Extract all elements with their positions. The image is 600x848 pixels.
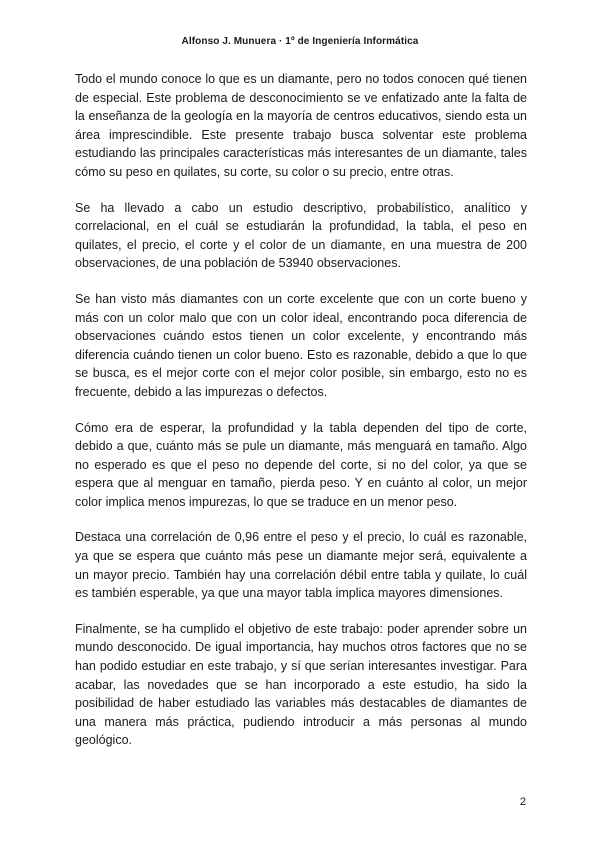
paragraph-1: Todo el mundo conoce lo que es un diamante, pero no todos conocen qué tienen de especial. Este problema de desconocimiento se ve enfatizado ante la falta de la enseñanza de la geología en la mayoría de centros educativos, siendo esta un área imprescindible. Este presente trabajo busca solventar este problema estudiando las principales características más interesantes de un diamante, tales cómo su peso en quilates, su corte, su color o su precio, entre otras. [75,72,527,179]
paragraph-4: Cómo era de esperar, la profundidad y la tabla dependen del tipo de corte, debido a que, cuánto más se pule un diamante, más menguará en tamaño. Algo no esperado es que el peso no depende del corte, si no del color, ya que se espera que al menguar en tamaño, pierda peso. Y en cuánto al color, un mejor color implica menos impurezas, lo que se traduce en un menor peso. [75,420,527,509]
paragraph-3: Se han visto más diamantes con un corte excelente que con un corte bueno y más con un color malo que con un color ideal, encontrando poca diferencia de observaciones cuándo estos tienen un color excelente, y encontrando más diferencia cuándo tienen un color bueno. Esto es razonable, debido a que lo que se busca, es el mejor corte con el mejor color posible, sin embargo, esto no es frecuente, debido a las impurezas o defectos. [75,291,527,399]
document-body [75,70,527,767]
page-header: Alfonso J. Munuera · 1º de Ingeniería Informática [181,36,419,47]
paragraph-6: Finalmente, se ha cumplido el objetivo de este trabajo: poder aprender sobre un mundo desconocido. De igual importancia, hay muchos otros factores que no se han podido estudiar en este trabajo, y sí que serían interesantes investigar. Para acabar, las novedades que se han incorporado a este estudio, ha sido la posibilidad de haber estudiado las variables más destacables de diamantes de una manera más práctica, pudiendo introducir a más personas al mundo geológico. [75,621,527,748]
page-number: 2 [519,796,526,808]
paragraph-5: Destaca una correlación de 0,96 entre el peso y el precio, lo cuál es razonable, ya que se espera que cuánto más pese un diamante mejor será, equivalente a un mayor precio. También hay una correlación débil entre tabla y quilate, lo cuál es también esperable, ya que una mayor tabla implica mayores dimensiones. [75,530,527,601]
paragraph-2: Se ha llevado a cabo un estudio descriptivo, probabilístico, analítico y correlacional, en el cuál se estudiarán la profundidad, la tabla, el peso en quilates, el precio, el corte y el color de un diamante, en una muestra de 200 observaciones, de una población de 53940 observaciones. [75,200,527,271]
